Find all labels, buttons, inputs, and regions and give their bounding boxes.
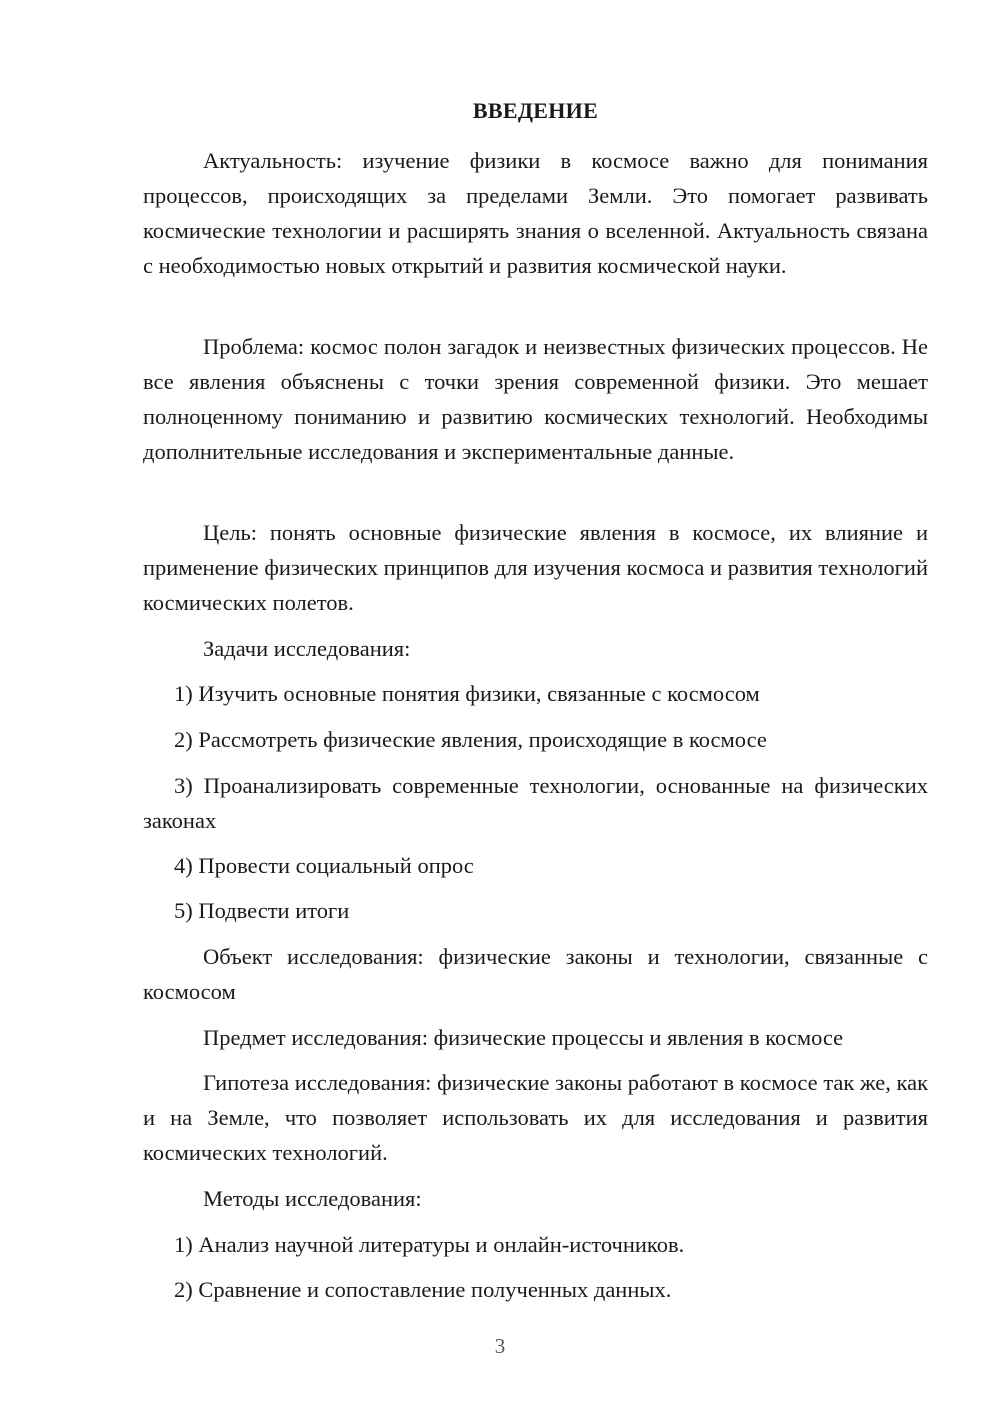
methods-heading: Методы исследования: [203, 1186, 422, 1211]
task-item-2: 2) Рассмотреть физические явления, происходящие в космосе [174, 727, 767, 752]
hypothesis-paragraph: Гипотеза исследования: физические законы работают в космосе так же, как и на Земле, что позволяет использовать их для исследования и развития космических технологий. [143, 1070, 928, 1165]
problem-paragraph: Проблема: космос полон загадок и неизвестных физических процессов. Не все явления объяснены с точки зрения современной физики. Это мешает полноценному пониманию и развитию космических технологий. Необходимы дополнительные исследования и экспериментальные данные. [143, 334, 928, 464]
section-heading: ВВЕДЕНИЕ [472, 98, 599, 123]
page-number: 3 [494, 1334, 506, 1358]
task-item-3: 3) Проанализировать современные технологии, основанные на физических законах [143, 773, 928, 833]
task-item-4: 4) Провести социальный опрос [174, 853, 474, 878]
goal-paragraph: Цель: понять основные физические явления в космосе, их влияние и применение физических принципов для изучения космоса и развития технологий космических полетов. [143, 520, 928, 615]
tasks-heading: Задачи исследования: [203, 636, 411, 661]
subject-paragraph: Предмет исследования: физические процессы и явления в космосе [203, 1025, 844, 1050]
relevance-paragraph: Актуальность: изучение физики в космосе важно для понимания процессов, происходящих за пределами Земли. Это помогает развивать космические технологии и расширять знания о вселенной. Актуальность связана с необходимостью новых открытий и развития космической науки. [143, 148, 928, 278]
task-item-5: 5) Подвести итоги [174, 898, 350, 923]
object-paragraph: Объект исследования: физические законы и технологии, связанные с космосом [143, 944, 928, 1004]
method-item-1: 1) Анализ научной литературы и онлайн-источников. [174, 1232, 685, 1257]
task-item-1: 1) Изучить основные понятия физики, связанные с космосом [174, 681, 760, 706]
method-item-2: 2) Сравнение и сопоставление полученных данных. [174, 1277, 672, 1302]
